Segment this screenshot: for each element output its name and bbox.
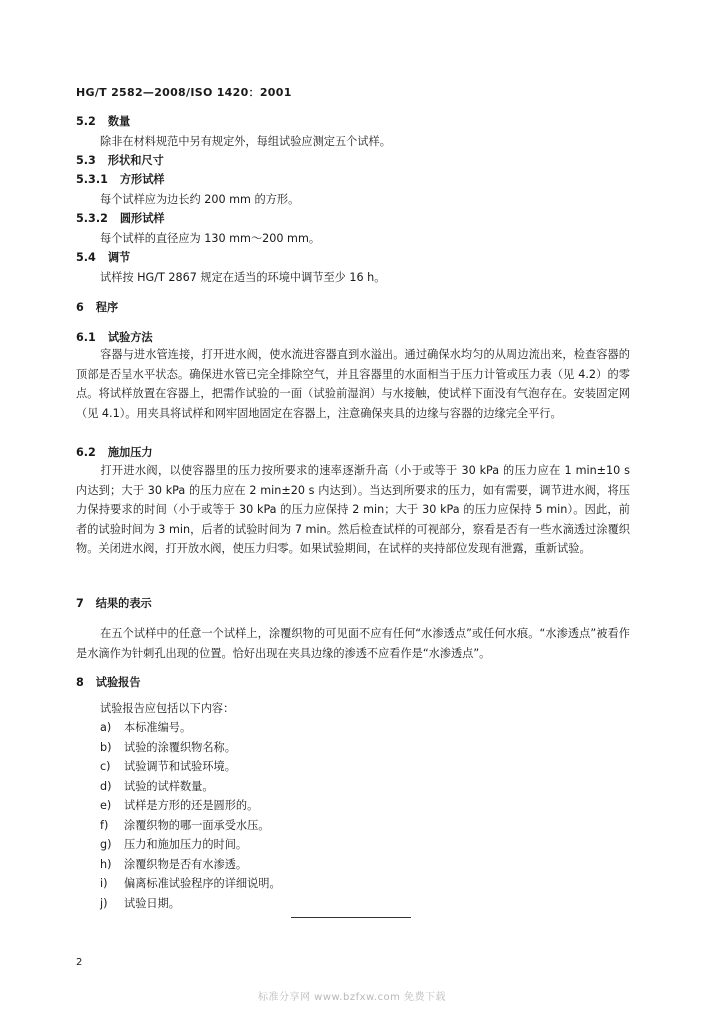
section-6-2-paragraph: 打开进水阀，以使容器里的压力按所要求的速率逐渐升高（小于或等于 30 kPa 的压力应在 1 min±10 s 内达到；大于 30 kPa 的压力应在 2 min±20 s 内达到）。当达到所要求的压力，如有需要，调节进水阀，将压力保持要求的时间（小于或等于 30 kPa 的压力应保持 2 min；大于 30 kPa 的压力应保持 5 min）。因此，前者的试验时间为 3 min，后者的试验时间为 7 min。然后检查试样的可视部分，察看是否有一些水滴透过涂覆织物。关闭进水阀，打开放水阀，使压力归零。如果试验期间，在试样的夹持部位发现有泄露，重新试验。 [76, 464, 630, 556]
section-5-3-1-text: 每个试样应为边长约 200 mm 的方形。 [100, 193, 300, 206]
section-6-1-paragraph: 容器与进水管连接，打开进水阀，使水流进容器直到水溢出。通过确保水均匀的从周边流出来，检查容器的顶部是否呈水平状态。确保进水管已完全排除空气，并且容器里的水面相当于压力计管或压力表（见 4.2）的零点。将试样放置在容器上，把需作试验的一面（试验前湿润）与水接触，使试样下面没有气泡存在。安装固定网（见 4.1）。用夹具将试样和网牢固地固定在容器上，注意确保夹具的边缘与容器的边缘完全平行。 [76, 348, 630, 420]
section-5-3-2-heading: 5.3.2 圆形试样 [76, 212, 165, 225]
section-5-3-2-text: 每个试样的直径应为 130 mm～200 mm。 [100, 232, 321, 245]
report-item: j) 试验日期。 [100, 897, 180, 910]
report-item: e) 试样是方形的还是圆形的。 [100, 799, 259, 812]
report-item: g) 压力和施加压力的时间。 [100, 838, 248, 851]
report-intro: 试验报告应包括以下内容： [100, 702, 235, 715]
report-item: i) 偏离标准试验程序的详细说明。 [100, 877, 281, 890]
page-number: 2 [76, 957, 83, 968]
end-rule [291, 917, 411, 918]
section-7-heading: 7 结果的表示 [76, 597, 152, 610]
section-6-1-heading: 6.1 试验方法 [76, 331, 153, 344]
report-item: b) 试验的涂覆织物名称。 [100, 741, 236, 754]
section-5-2-text: 除非在材料规范中另有规定外，每组试验应测定五个试样。 [100, 135, 391, 148]
section-5-2-heading: 5.2 数量 [76, 115, 131, 128]
section-7-paragraph: 在五个试样中的任意一个试样上，涂覆织物的可见面不应有任何“水渗透点”或任何水痕。“水渗透点”被看作是水滴作为针刺孔出现的位置。恰好出现在夹具边缘的渗透不应看作是“水渗透点”。 [76, 627, 630, 660]
report-item: d) 试验的试样数量。 [100, 780, 214, 793]
report-item: c) 试验调节和试验环境。 [100, 760, 236, 773]
section-5-3-1-heading: 5.3.1 方形试样 [76, 173, 165, 186]
watermark: 标准分享网 www.bzfxw.com 免费下载 [258, 992, 446, 1003]
report-item: h) 涂覆织物是否有水渗透。 [100, 858, 248, 871]
section-8-heading: 8 试验报告 [76, 676, 141, 689]
standard-header: HG/T 2582—2008/ISO 1420：2001 [76, 86, 292, 99]
section-5-4-text: 试样按 HG/T 2867 规定在适当的环境中调节至少 16 h。 [100, 271, 386, 284]
section-6-heading: 6 程序 [76, 301, 119, 314]
report-item: f) 涂覆织物的哪一面承受水压。 [100, 819, 270, 832]
report-item: a) 本标准编号。 [100, 721, 192, 734]
section-5-3-heading: 5.3 形状和尺寸 [76, 154, 164, 167]
section-5-4-heading: 5.4 调节 [76, 251, 131, 264]
section-6-2-heading: 6.2 施加压力 [76, 446, 153, 459]
